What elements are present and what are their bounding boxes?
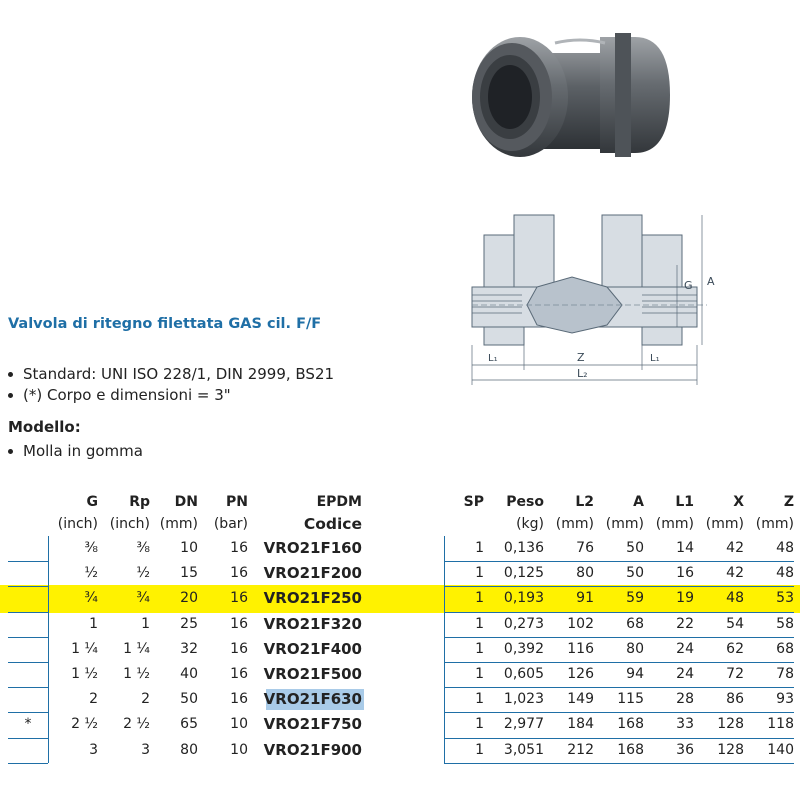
model-item: Molla in gomma — [8, 442, 143, 460]
cell-z: 68 — [776, 640, 794, 657]
cell-x: 72 — [726, 666, 744, 682]
unit-g: (inch) — [57, 516, 98, 532]
dim-z-label: Z — [577, 351, 585, 364]
cell-dn: 50 — [180, 691, 198, 708]
cell-l2: 212 — [567, 741, 594, 758]
cell-l2: 116 — [567, 640, 594, 657]
cell-peso: 0,193 — [503, 590, 544, 607]
dim-l1-left-label: L₁ — [488, 353, 498, 364]
cell-l1: 36 — [676, 741, 694, 758]
cell-l2: 126 — [567, 666, 594, 682]
dim-a-label: A — [707, 275, 715, 288]
cell-sp: 1 — [475, 666, 484, 682]
cell-rp: ¾ — [136, 590, 150, 607]
header-l1: L1 — [675, 494, 694, 510]
cell-g: ⅜ — [84, 540, 98, 556]
cell-note — [10, 637, 46, 662]
cell-dn: 25 — [180, 615, 198, 632]
product-code[interactable]: VRO21F630 — [263, 690, 362, 709]
unit-peso: (kg) — [516, 516, 544, 532]
cell-sp: 1 — [475, 565, 484, 582]
cell-rp: 3 — [141, 741, 150, 758]
table-divider — [444, 536, 445, 763]
unit-l1: (mm) — [655, 516, 694, 532]
cell-a: 168 — [617, 741, 644, 758]
cell-note — [10, 561, 46, 586]
cell-note: * — [24, 716, 32, 733]
cell-sp: 1 — [475, 716, 484, 733]
cell-g: 1 ½ — [71, 666, 98, 682]
cell-dn: 80 — [180, 741, 198, 758]
cell-g: 1 ¼ — [71, 640, 98, 657]
cell-pn: 16 — [230, 640, 248, 657]
cell-rp: 1 — [141, 615, 150, 632]
cell-l1: 28 — [676, 691, 694, 708]
cell-a: 50 — [626, 565, 644, 582]
cell-peso: 0,273 — [503, 615, 544, 632]
cell-sp: 1 — [475, 615, 484, 632]
cell-l2: 91 — [576, 590, 594, 607]
bullet-standard: Standard: UNI ISO 228/1, DIN 2999, BS21 — [8, 364, 334, 385]
unit-z: (mm) — [755, 516, 794, 532]
product-code[interactable]: VRO21F500 — [263, 665, 362, 683]
cell-a: 168 — [617, 716, 644, 733]
header-sp: SP — [463, 494, 484, 510]
table-divider — [48, 536, 49, 763]
cell-sp: 1 — [475, 540, 484, 556]
header-l2: L2 — [575, 494, 594, 510]
header-rp: Rp — [129, 494, 150, 510]
cell-l2: 102 — [567, 615, 594, 632]
cell-dn: 15 — [180, 565, 198, 582]
row-separator — [8, 763, 48, 764]
header-x: X — [733, 494, 744, 510]
cell-note — [10, 687, 46, 712]
cell-dn: 65 — [180, 716, 198, 733]
cell-l2: 76 — [576, 540, 594, 556]
cell-peso: 0,136 — [503, 540, 544, 556]
cell-l1: 22 — [676, 615, 694, 632]
unit-rp: (inch) — [109, 516, 150, 532]
product-title: Valvola di ritegno filettata GAS cil. F/F — [8, 316, 322, 332]
cell-l2: 80 — [576, 565, 594, 582]
cell-z: 118 — [767, 716, 794, 733]
cell-a: 50 — [626, 540, 644, 556]
cell-z: 140 — [767, 741, 794, 758]
cell-l1: 33 — [676, 716, 694, 733]
bullet-dot — [8, 449, 13, 454]
header-epdm: EPDM — [316, 494, 362, 510]
cell-sp: 1 — [475, 691, 484, 708]
cell-l1: 19 — [676, 590, 694, 607]
unit-pn: (bar) — [213, 516, 248, 532]
cell-pn: 16 — [230, 691, 248, 708]
cell-sp: 1 — [475, 741, 484, 758]
cell-peso: 1,023 — [503, 691, 544, 708]
cell-l2: 149 — [567, 691, 594, 708]
model-heading: Modello: — [8, 418, 81, 436]
cell-pn: 10 — [230, 716, 248, 733]
cell-z: 58 — [776, 615, 794, 632]
cell-z: 93 — [776, 691, 794, 708]
cell-rp: ½ — [136, 565, 150, 582]
cell-z: 78 — [776, 666, 794, 682]
cell-x: 86 — [726, 691, 744, 708]
cell-note — [10, 662, 46, 687]
header-z: Z — [783, 494, 794, 510]
cell-rp: 1 ¼ — [123, 640, 150, 657]
cell-peso: 0,125 — [503, 565, 544, 582]
cell-note — [10, 738, 46, 763]
cell-x: 54 — [726, 615, 744, 632]
product-code[interactable]: VRO21F200 — [263, 564, 362, 583]
cell-pn: 16 — [230, 615, 248, 632]
dim-l2-label: L₂ — [577, 367, 588, 380]
valve-photo — [460, 25, 675, 170]
cell-g: ½ — [84, 565, 98, 582]
valve-technical-drawing — [462, 205, 737, 395]
cell-l1: 16 — [676, 565, 694, 582]
cell-g: 3 — [89, 741, 98, 758]
header-a: A — [633, 494, 644, 510]
cell-pn: 10 — [230, 741, 248, 758]
dim-l1-right-label: L₁ — [650, 353, 660, 364]
cell-a: 59 — [626, 590, 644, 607]
cell-note — [10, 586, 46, 611]
cell-x: 128 — [717, 716, 744, 733]
cell-note — [10, 612, 46, 637]
header-g: G — [86, 494, 98, 510]
dim-g-label: G — [684, 279, 693, 292]
spec-bullets — [8, 364, 334, 406]
product-code[interactable]: VRO21F250 — [263, 589, 362, 608]
unit-l2: (mm) — [555, 516, 594, 532]
row-separator — [444, 763, 794, 764]
product-code[interactable]: VRO21F320 — [263, 614, 362, 633]
cell-a: 68 — [626, 615, 644, 632]
cell-sp: 1 — [475, 640, 484, 657]
cell-g: ¾ — [84, 590, 98, 607]
cell-dn: 20 — [180, 590, 198, 607]
cell-peso: 2,977 — [503, 716, 544, 733]
cell-rp: 2 ½ — [123, 716, 150, 733]
cell-peso: 3,051 — [503, 741, 544, 758]
header-peso: Peso — [506, 494, 544, 510]
cell-z: 53 — [776, 590, 794, 607]
cell-x: 62 — [726, 640, 744, 657]
cell-peso: 0,392 — [503, 640, 544, 657]
cell-g: 1 — [89, 615, 98, 632]
unit-dn: (mm) — [159, 516, 198, 532]
cell-l1: 24 — [676, 640, 694, 657]
header-codice: Codice — [303, 515, 362, 533]
cell-g: 2 ½ — [71, 716, 98, 733]
product-code[interactable]: VRO21F900 — [263, 740, 362, 759]
cell-rp: 2 — [141, 691, 150, 708]
cell-pn: 16 — [230, 540, 248, 556]
cell-z: 48 — [776, 565, 794, 582]
unit-a: (mm) — [605, 516, 644, 532]
cell-pn: 16 — [230, 565, 248, 582]
cell-peso: 0,605 — [503, 666, 544, 682]
cell-l1: 24 — [676, 666, 694, 682]
cell-x: 128 — [717, 741, 744, 758]
cell-l2: 184 — [567, 716, 594, 733]
cell-dn: 40 — [180, 666, 198, 682]
product-code[interactable]: VRO21F750 — [263, 715, 362, 734]
cell-z: 48 — [776, 540, 794, 556]
cell-g: 2 — [89, 691, 98, 708]
cell-x: 42 — [726, 565, 744, 582]
cell-note — [10, 536, 46, 561]
unit-x: (mm) — [705, 516, 744, 532]
header-pn: PN — [226, 494, 248, 510]
cell-sp: 1 — [475, 590, 484, 607]
product-code[interactable]: VRO21F400 — [263, 639, 362, 658]
cell-rp: 1 ½ — [123, 666, 150, 682]
model-list — [8, 442, 143, 460]
bullet-dot — [8, 372, 13, 377]
bullet-dot — [8, 393, 13, 398]
cell-x: 48 — [726, 590, 744, 607]
cell-dn: 32 — [180, 640, 198, 657]
cell-a: 94 — [626, 666, 644, 682]
cell-l1: 14 — [676, 540, 694, 556]
cell-pn: 16 — [230, 590, 248, 607]
cell-x: 42 — [726, 540, 744, 556]
cell-a: 80 — [626, 640, 644, 657]
cell-rp: ⅜ — [136, 540, 150, 556]
cell-a: 115 — [617, 691, 644, 708]
cell-dn: 10 — [180, 540, 198, 556]
header-dn: DN — [174, 494, 198, 510]
product-code[interactable]: VRO21F160 — [263, 539, 362, 557]
bullet-body-note: (*) Corpo e dimensioni = 3" — [8, 385, 334, 406]
cell-pn: 16 — [230, 666, 248, 682]
